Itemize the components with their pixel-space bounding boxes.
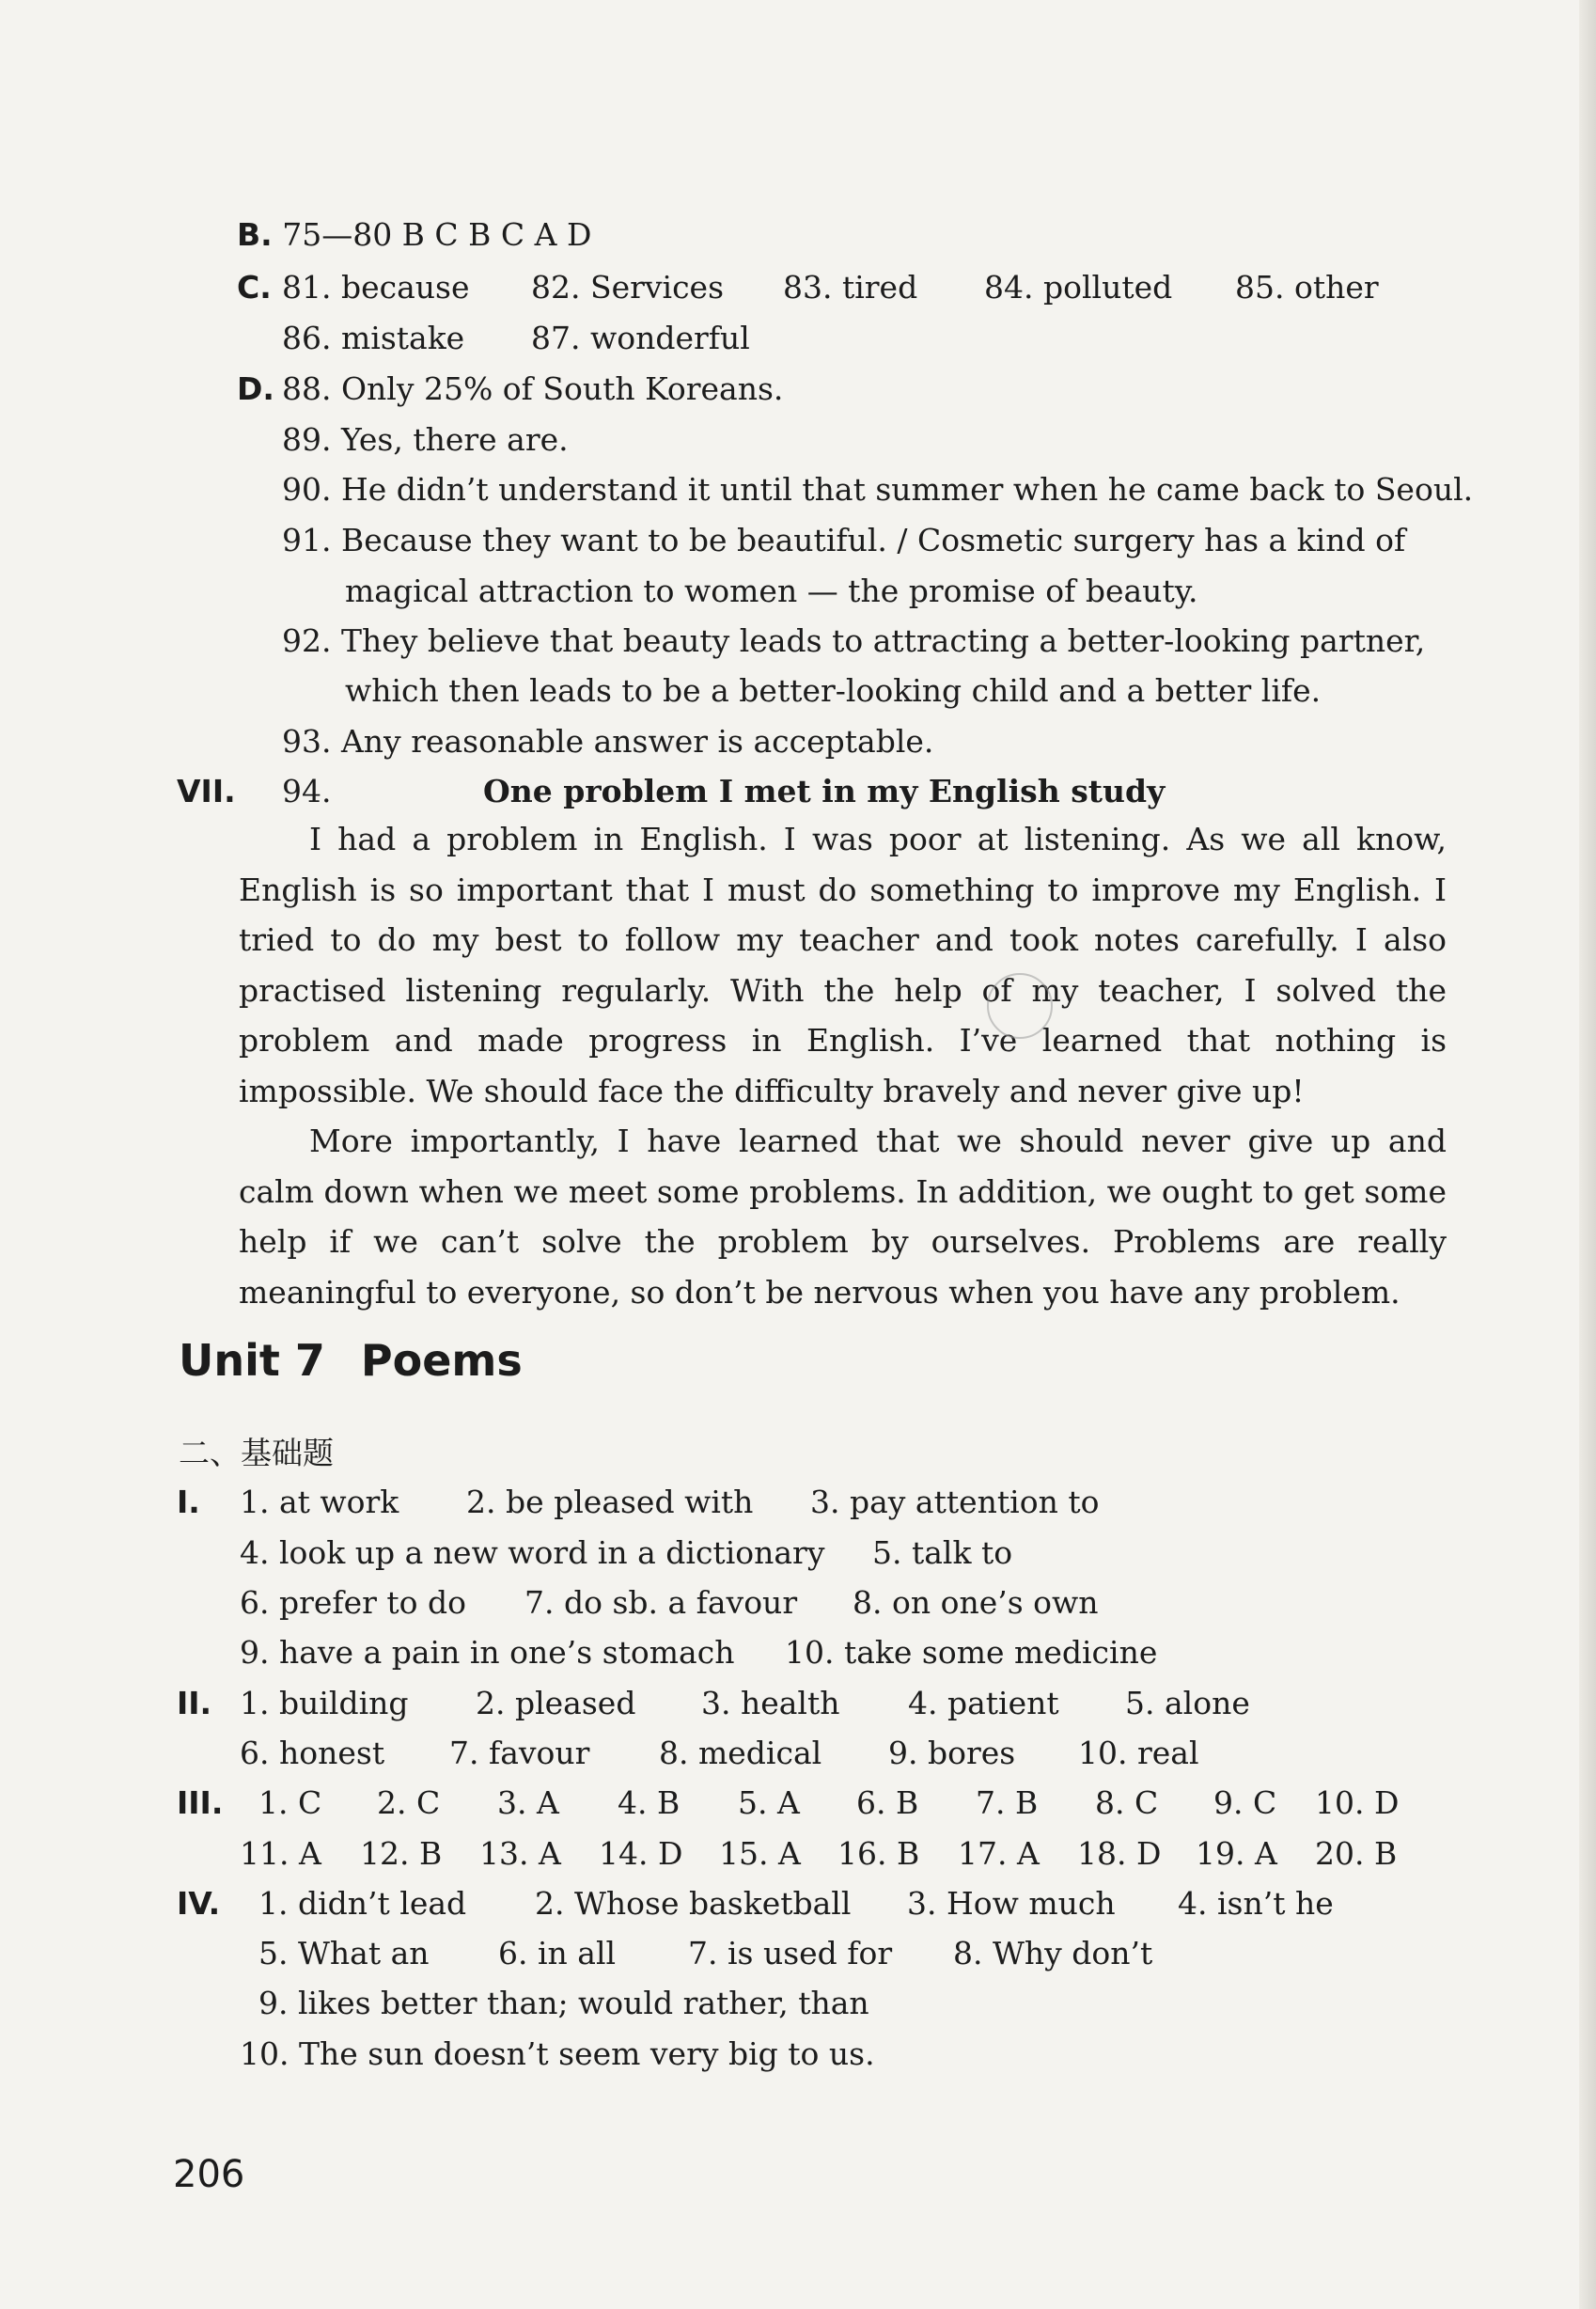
answer-item: 5. A [738,1784,800,1821]
answer-item: 10. take some medicine [785,1634,1158,1671]
answer-item: 1. didn’t lead [258,1885,467,1922]
answer-item: 17. A [958,1835,1040,1872]
answer-item: 84. polluted [984,269,1173,306]
answer-item: 15. A [719,1835,801,1872]
answer-item: 6. prefer to do [240,1584,467,1621]
answer-item: 7. is used for [688,1935,893,1971]
answer-item: 12. B [360,1835,443,1872]
answer-item: 2. C [377,1784,441,1821]
answer-line: which then leads to be a better-looking child and a better life. [345,672,1322,709]
essay-paragraph: More importantly, I have learned that we should never give up and calm down when we meet some problems. In addition, we ought to get some help if we can’t solve the problem by ourselves. Problems are really meaningful to everyone, so don’t be nervous when you have any problem. [239,1123,1447,1311]
answer-item: 3. How much [907,1885,1116,1922]
essay-body [239,814,1447,1317]
section-b-line [237,216,591,254]
answer-item: 8. medical [659,1735,822,1771]
answer-item: 2. pleased [476,1685,636,1721]
section-b-label: B. [237,216,273,253]
answer-item: 1. C [258,1784,322,1821]
essay-paragraph: I had a problem in English. I was poor at listening. As we all know, English is so important that I must do something to improve my English. I tried to do my best to follow my teacher and took notes carefully. I also practised listening regularly. With the help of my teacher, I solved the problem and made progress in English. I’ve learned that nothing is impossible. We should face the difficulty bravely and never give up! [239,821,1447,1109]
answer-item: 82. Services [531,269,725,306]
answer-item: 9. have a pain in one’s stomach [240,1634,735,1671]
answer-line: magical attraction to women — the promise of beauty. [345,573,1198,609]
answer-item: 14. D [599,1835,683,1872]
answer-item: 81. because [282,269,470,306]
answer-item: 6. honest [240,1735,385,1771]
part-iii-label: III. [177,1784,224,1821]
answer-line: 92. They believe that beauty leads to attracting a better-looking partner, [282,622,1426,659]
unit-title [179,1335,558,1386]
answer-item: 13. A [479,1835,561,1872]
answer-item: 9. C [1213,1784,1277,1821]
section-heading: 二、基础题 [179,1435,334,1471]
answer-item: 2. Whose basketball [535,1885,852,1922]
answer-item: 4. isn’t he [1178,1885,1334,1922]
answer-item: 5. talk to [872,1534,1013,1571]
answer-item: 5. What an [258,1935,430,1971]
answer-line: 91. Because they want to be beautiful. / Cosmetic surgery has a kind of [282,522,1406,558]
section-c-label: C. [237,269,272,306]
answer-item: 8. Why don’t [953,1935,1153,1971]
unit-number: Unit 7 [179,1335,325,1386]
page-number: 206 [173,2153,245,2196]
answer-item: 6. B [856,1784,919,1821]
answer-item: 5. alone [1125,1685,1250,1721]
answer-item: 9. likes better than; would rather, than [258,1985,869,2021]
answer-item: 1. at work [240,1484,399,1520]
answer-item: 4. look up a new word in a dictionary [240,1534,825,1571]
page-edge-shadow [1579,0,1596,2309]
answer-item: 3. health [701,1685,840,1721]
section-d-label: D. [237,370,274,407]
part-i-label: I. [177,1484,200,1520]
answer-item: 7. do sb. a favour [524,1584,798,1621]
answer-item: 10. real [1078,1735,1199,1771]
answer-item: 10. D [1315,1784,1400,1821]
answer-item: 6. in all [498,1935,617,1971]
stamp-mark [987,973,1053,1039]
answer-line: 93. Any reasonable answer is acceptable. [282,723,934,760]
section-vii-label: VII. [177,773,236,809]
answer-item: 4. patient [908,1685,1059,1721]
answer-item: 86. mistake [282,320,465,356]
answer-item: 18. D [1077,1835,1162,1872]
answer-item: 8. on one’s own [853,1584,1099,1621]
answer-item: 4. B [618,1784,681,1821]
section-b-answers: 75—80 B C B C A D [282,216,592,253]
answer-item: 7. favour [449,1735,590,1771]
answer-line: 88. Only 25% of South Koreans. [282,370,784,407]
question-number: 94. [282,773,332,809]
answer-line: 89. Yes, there are. [282,421,569,458]
answer-item: 1. building [240,1685,409,1721]
answer-item: 2. be pleased with [466,1484,754,1520]
answer-item: 85. other [1235,269,1379,306]
answer-item: 3. pay attention to [810,1484,1100,1520]
answer-item: 87. wonderful [531,320,750,356]
answer-item: 83. tired [783,269,918,306]
answer-item: 16. B [837,1835,920,1872]
answer-item: 7. B [976,1784,1039,1821]
part-iv-label: IV. [177,1885,221,1922]
answer-item: 3. A [497,1784,559,1821]
part-ii-label: II. [177,1685,212,1721]
answer-item: 10. The sun doesn’t seem very big to us. [240,2035,875,2072]
answer-item: 9. bores [888,1735,1016,1771]
answer-item: 20. B [1315,1835,1398,1872]
answer-item: 11. A [240,1835,321,1872]
answer-line: 90. He didn’t understand it until that summer when he came back to Seoul. [282,471,1474,508]
answer-item: 19. A [1196,1835,1277,1872]
answer-item: 8. C [1095,1784,1159,1821]
unit-name: Poems [360,1335,523,1386]
essay-title: One problem I met in my English study [483,773,1166,809]
